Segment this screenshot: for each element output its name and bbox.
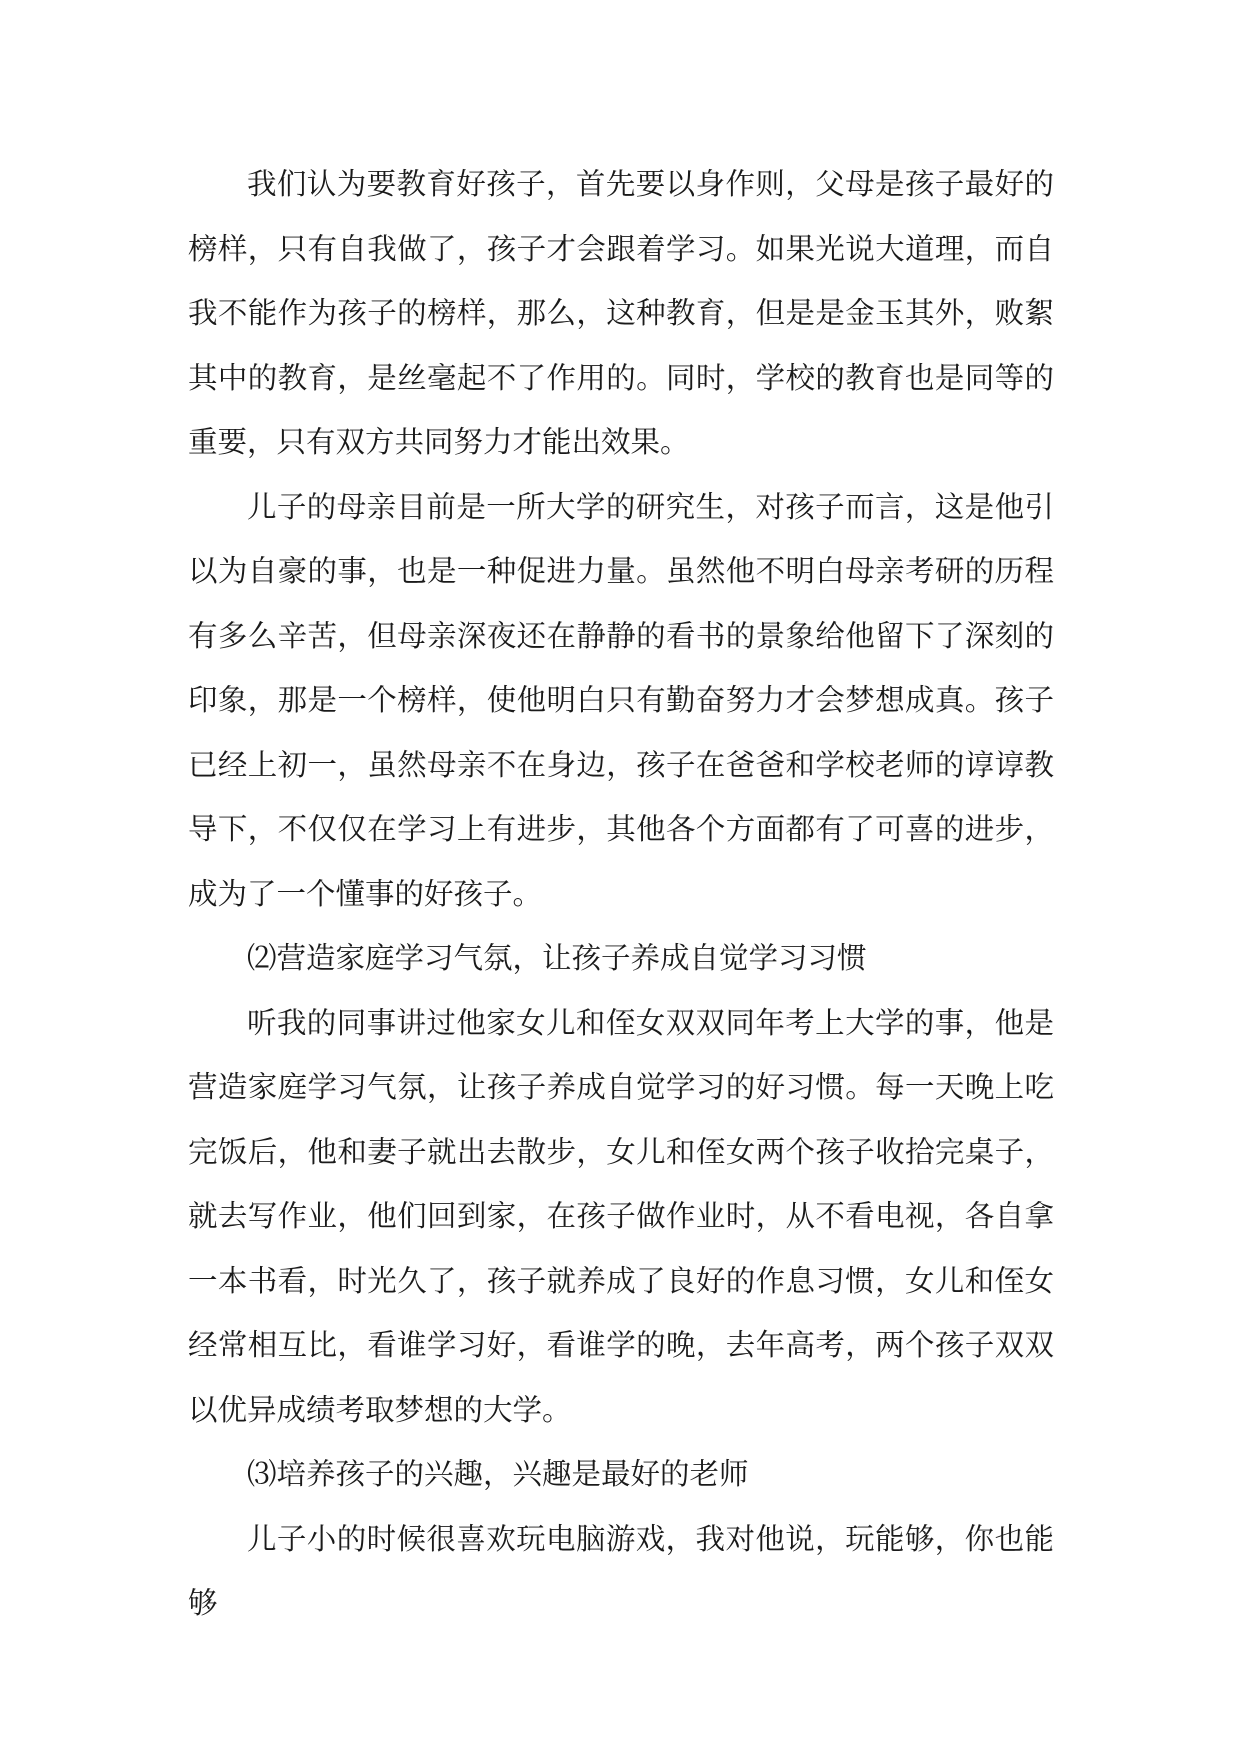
- paragraph-role-model: 我们认为要教育好孩子，首先要以身作则，父母是孩子最好的榜样，只有自我做了，孩子才会跟着学习。如果光说大道理，而自我不能作为孩子的榜样，那么，这种教育，但是是金玉其外，败絮其中的教育，是丝毫起不了作用的。同时，学校的教育也是同等的重要，只有双方共同努力才能出效果。: [188, 167, 1054, 459]
- paragraph-colleague-story: 听我的同事讲过他家女儿和侄女双双同年考上大学的事，他是营造家庭学习气氛，让孩子养成自觉学习的好习惯。每一天晚上吃完饭后，他和妻子就出去散步，女儿和侄女两个孩子收拾完桌子，就去写作业，他们回到家，在孩子做作业时，从不看电视，各自拿一本书看，时光久了，孩子就养成了良好的作息习惯，女儿和侄女经常相互比，看谁学习好，看谁学的晚，去年高考，两个孩子双双以优异成绩考取梦想的大学。: [188, 1005, 1054, 1427]
- document-body: [188, 152, 1054, 1636]
- section-heading-interest: ⑶培养孩子的兴趣，兴趣是最好的老师: [247, 1457, 749, 1491]
- section-heading-study-atmosphere: ⑵营造家庭学习气氛，让孩子养成自觉学习习惯: [247, 941, 867, 975]
- paragraph-mother-example: 儿子的母亲目前是一所大学的研究生，对孩子而言，这是他引以为自豪的事，也是一种促进力量。虽然他不明白母亲考研的历程有多么辛苦，但母亲深夜还在静静的看书的景象给他留下了深刻的印象，那是一个榜样，使他明白只有勤奋努力才会梦想成真。孩子已经上初一，虽然母亲不在身边，孩子在爸爸和学校老师的谆谆教导下，不仅仅在学习上有进步，其他各个方面都有了可喜的进步，成为了一个懂事的好孩子。: [188, 489, 1054, 911]
- paragraph-computer-games: 儿子小的时候很喜欢玩电脑游戏，我对他说，玩能够，你也能够: [188, 1521, 1054, 1620]
